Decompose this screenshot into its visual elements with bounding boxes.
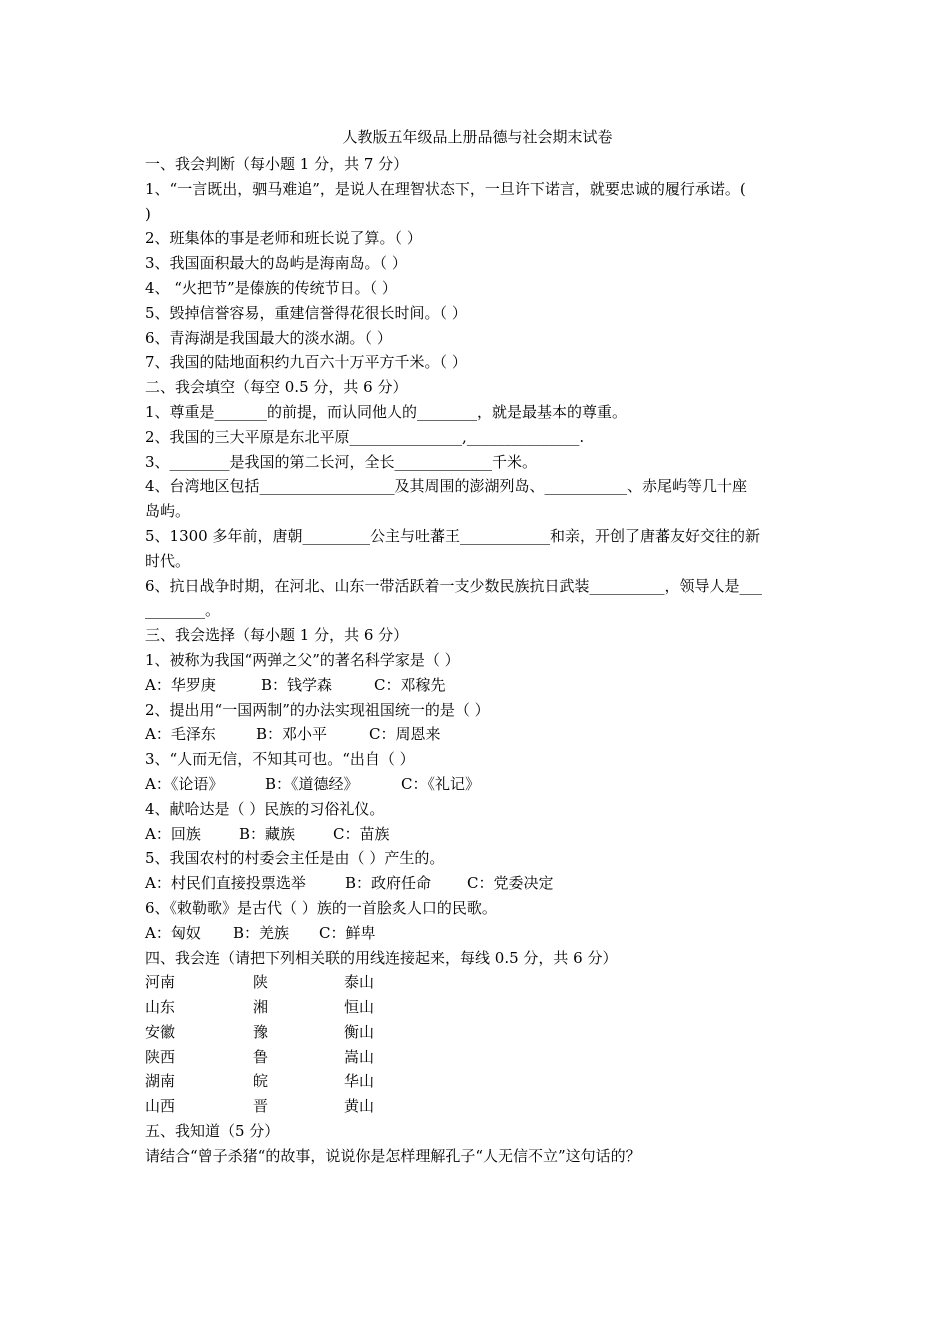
province: 山西 <box>145 1097 176 1116</box>
option-c: C：周恩来 <box>369 725 441 744</box>
document-title: 人教版五年级品上册品德与社会期末试卷 <box>342 128 613 146</box>
mountain: 泰山 <box>344 973 375 992</box>
option-c: C：苗族 <box>333 824 390 843</box>
option-a: A：《论语》 <box>145 774 224 793</box>
choice-question-5: 5、我国农村的村委会主任是由（ ）产生的。 <box>145 849 445 868</box>
choice-options-3 <box>145 772 810 797</box>
mountain: 衡山 <box>344 1022 375 1041</box>
fill-item-6-cont: ________。 <box>145 601 221 620</box>
abbreviation: 皖 <box>253 1072 269 1091</box>
choice-options-1 <box>145 673 810 698</box>
option-b: B：政府任命 <box>345 874 432 893</box>
judge-item-1-cont: ) <box>145 204 151 223</box>
judge-item-3: 3、我国面积最大的岛屿是海南岛。（ ） <box>145 254 407 273</box>
judge-item-2: 2、班集体的事是老师和班长说了算。（ ） <box>145 229 422 248</box>
exam-page <box>145 127 810 1169</box>
choice-options-5 <box>145 871 810 896</box>
fill-item-4-cont: 岛屿。 <box>145 502 191 521</box>
option-c: C：邓稼先 <box>374 675 446 694</box>
judge-item-4: 4、 “火把节”是傣族的传统节日。（ ） <box>145 278 397 297</box>
judge-item-5: 5、毁掉信誉容易，重建信誉得花很长时间。（ ） <box>145 303 467 322</box>
judge-item-7: 7、我国的陆地面积约九百六十万平方千米。（ ） <box>145 353 467 372</box>
essay-question: 请结合“曾子杀猪“的故事，说说你是怎样理解孔子“人无信不立”这句话的？ <box>145 1146 641 1165</box>
abbreviation: 鲁 <box>253 1047 269 1066</box>
matching-table <box>145 970 810 1119</box>
mountain: 恒山 <box>344 998 375 1017</box>
judge-item-1: 1、“一言既出，驷马难追”，是说人在理智状态下，一旦许下诺言，就要忠诚的履行承诺。( <box>145 179 746 198</box>
option-c: C：党委决定 <box>467 874 554 893</box>
province: 湖南 <box>145 1072 176 1091</box>
option-a: A：华罗庚 <box>145 675 216 694</box>
matching-row <box>145 1020 810 1045</box>
option-a: A：回族 <box>145 824 201 843</box>
choice-options-4 <box>145 822 810 847</box>
mountain: 黄山 <box>344 1097 375 1116</box>
abbreviation: 陕 <box>253 973 269 992</box>
fill-item-2: 2、我国的三大平原是东北平原_______________,_______________. <box>145 427 585 446</box>
matching-row <box>145 970 810 995</box>
option-b: B：邓小平 <box>256 725 328 744</box>
section2-heading: 二、我会填空（每空 0.5 分，共 6 分） <box>145 378 408 397</box>
choice-question-1: 1、被称为我国“两弹之父”的著名科学家是（ ） <box>145 650 460 669</box>
section1-heading: 一、我会判断（每小题 1 分，共 7 分） <box>145 155 409 173</box>
section4-heading: 四、我会连（请把下列相关联的用线连接起来，每线 0.5 分，共 6 分） <box>145 948 618 967</box>
section3-heading: 三、我会选择（每小题 1 分，共 6 分） <box>145 626 409 645</box>
option-a: A：匈奴 <box>145 923 201 942</box>
choice-question-3: 3、“人而无信，不知其可也。“出自（ ） <box>145 750 415 769</box>
fill-item-3: 3、________是我国的第二长河，全长_____________千米。 <box>145 452 538 471</box>
fill-item-6: 6、抗日战争时期，在河北、山东一带活跃着一支少数民族抗日武装__________，领导人是___ <box>145 576 763 595</box>
fill-item-5: 5、1300 多年前，唐朝_________公主与吐蕃王____________和亲，开创了唐蕃友好交往的新 <box>145 526 760 545</box>
section5-heading: 五、我知道（5 分） <box>145 1122 280 1141</box>
province: 河南 <box>145 973 176 992</box>
option-b: B：《道德经》 <box>265 774 359 793</box>
fill-item-4: 4、台湾地区包括__________________及其周围的澎湖列岛、___________、赤尾屿等几十座 <box>145 477 748 496</box>
choice-options-2 <box>145 722 810 747</box>
choice-question-4: 4、献哈达是（ ）民族的习俗礼仪。 <box>145 799 385 818</box>
abbreviation: 豫 <box>253 1022 269 1041</box>
province: 山东 <box>145 998 176 1017</box>
choice-question-6: 6、《敕勒歌》是古代（ ）族的一首脍炙人口的民歌。 <box>145 898 497 917</box>
option-b: B：钱学森 <box>261 675 333 694</box>
option-b: B：羌族 <box>233 923 290 942</box>
choice-question-2: 2、提出用“一国两制”的办法实现祖国统一的是（ ） <box>145 700 490 719</box>
matching-row <box>145 1069 810 1094</box>
option-c: C：鲜卑 <box>319 923 376 942</box>
option-c: C：《礼记》 <box>401 774 480 793</box>
matching-row <box>145 1094 810 1119</box>
matching-row <box>145 1045 810 1070</box>
abbreviation: 湘 <box>253 998 269 1017</box>
abbreviation: 晋 <box>253 1097 269 1116</box>
province: 安徽 <box>145 1022 176 1041</box>
option-a: A：毛泽东 <box>145 725 216 744</box>
judge-item-6: 6、青海湖是我国最大的淡水湖。（ ） <box>145 328 392 347</box>
choice-options-6 <box>145 921 810 946</box>
option-a: A：村民们直接投票选举 <box>145 874 306 893</box>
mountain: 华山 <box>344 1072 375 1091</box>
matching-row <box>145 995 810 1020</box>
mountain: 嵩山 <box>344 1047 375 1066</box>
option-b: B：藏族 <box>239 824 296 843</box>
fill-item-5-cont: 时代。 <box>145 551 191 570</box>
province: 陕西 <box>145 1047 176 1066</box>
fill-item-1: 1、尊重是_______的前提，而认同他人的________，就是最基本的尊重。 <box>145 402 628 421</box>
